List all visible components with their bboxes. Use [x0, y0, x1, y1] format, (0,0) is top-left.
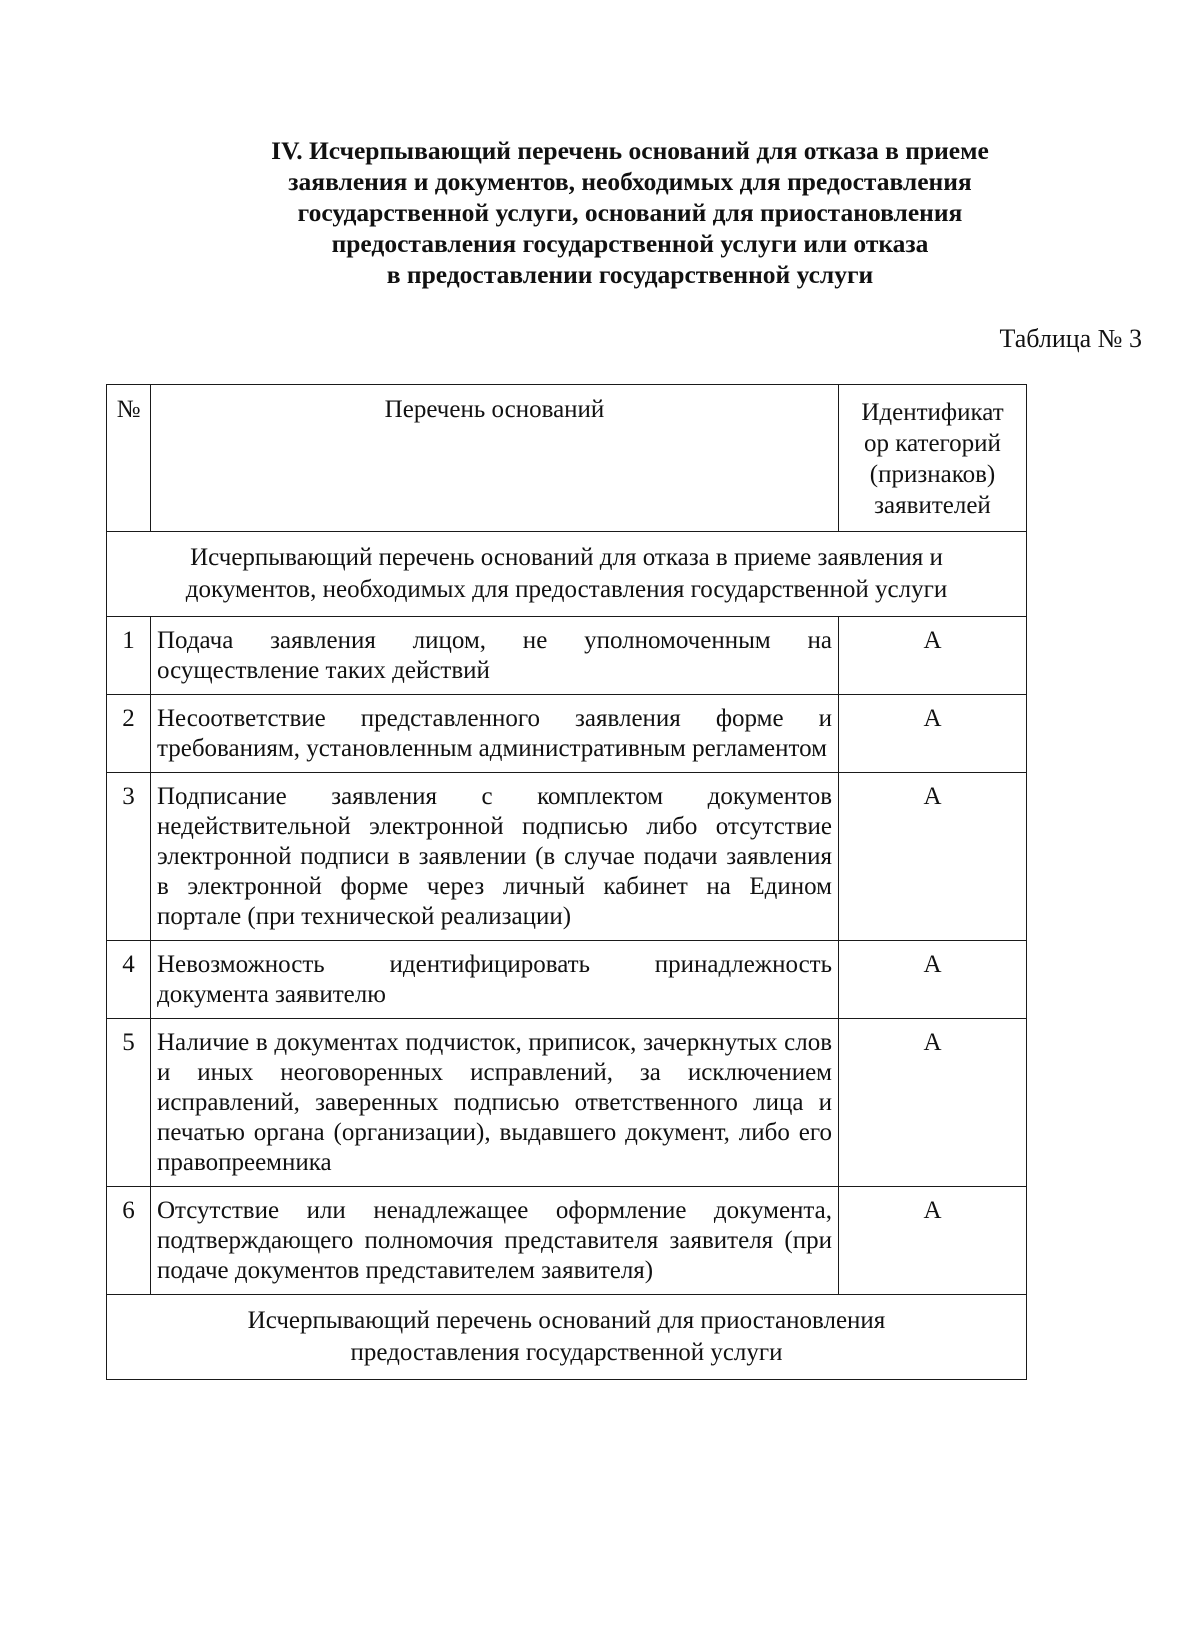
row-text: Отсутствие или ненадлежащее оформление документа, подтверждающего полномочия представителя заявителя (при подаче документов представителем заявителя) — [151, 1187, 839, 1295]
section-suspension-cell — [107, 1295, 1027, 1380]
heading-line: государственной услуги, оснований для приостановления — [297, 198, 963, 227]
row-identifier: А — [839, 695, 1027, 773]
section-row-refusal — [107, 532, 1027, 617]
heading-line: заявления и документов, необходимых для предоставления — [288, 167, 972, 196]
section-suspension-line: Исчерпывающий перечень оснований для приостановления — [247, 1307, 886, 1334]
table-row — [107, 617, 1027, 695]
header-number: № — [107, 385, 151, 532]
section-row-suspension — [107, 1295, 1027, 1380]
section-refusal-line: Исчерпывающий перечень оснований для отказа в приеме заявления и — [190, 544, 943, 571]
row-text: Несоответствие представленного заявления форме и требованиям, установленным административным регламентом — [151, 695, 839, 773]
row-number: 2 — [107, 695, 151, 773]
table-row — [107, 773, 1027, 941]
row-number: 6 — [107, 1187, 151, 1295]
section-refusal-line: документов, необходимых для предоставления государственной услуги — [185, 576, 948, 603]
row-text: Наличие в документах подчисток, приписок, зачеркнутых слов и иных неоговоренных исправлений, за исключением исправлений, заверенных подписью ответственного лица и печатью органа (организации), выдавшего документ, либо его правопреемника — [151, 1019, 839, 1187]
row-identifier: А — [839, 1019, 1027, 1187]
header-grounds: Перечень оснований — [151, 385, 839, 532]
row-identifier: А — [839, 617, 1027, 695]
header-identifier-line: (признаков) — [869, 461, 996, 488]
row-number: 1 — [107, 617, 151, 695]
row-identifier: А — [839, 941, 1027, 1019]
section-refusal-cell — [107, 532, 1027, 617]
table-row — [107, 1187, 1027, 1295]
table-row — [107, 695, 1027, 773]
heading-line: в предоставлении государственной услуги — [386, 260, 874, 289]
row-number: 4 — [107, 941, 151, 1019]
heading-line: IV. Исчерпывающий перечень оснований для отказа в приеме — [271, 136, 989, 165]
row-number: 3 — [107, 773, 151, 941]
header-identifier-line: ор категорий — [864, 430, 1001, 457]
table-row — [107, 1019, 1027, 1187]
row-text: Подписание заявления с комплектом документов недействительной электронной подписью либо отсутствие электронной подписи в заявлении (в случае подачи заявления в электронной форме через личный кабинет на Едином портале (при технической реализации) — [151, 773, 839, 941]
section-suspension-line: предоставления государственной услуги — [350, 1339, 783, 1366]
table-header-row — [107, 385, 1027, 532]
grounds-table — [106, 384, 1027, 1380]
row-identifier: А — [839, 773, 1027, 941]
row-text: Невозможность идентифицировать принадлежность документа заявителю — [151, 941, 839, 1019]
table-row — [107, 941, 1027, 1019]
header-identifier-line: заявителей — [874, 492, 991, 519]
section-heading — [150, 135, 1110, 290]
row-identifier: А — [839, 1187, 1027, 1295]
heading-line: предоставления государственной услуги или отказа — [331, 229, 929, 258]
row-number: 5 — [107, 1019, 151, 1187]
header-identifier — [839, 385, 1027, 532]
row-text: Подача заявления лицом, не уполномоченным на осуществление таких действий — [151, 617, 839, 695]
table-label: Таблица № 3 — [999, 324, 1142, 353]
header-identifier-line: Идентификат — [861, 399, 1004, 426]
